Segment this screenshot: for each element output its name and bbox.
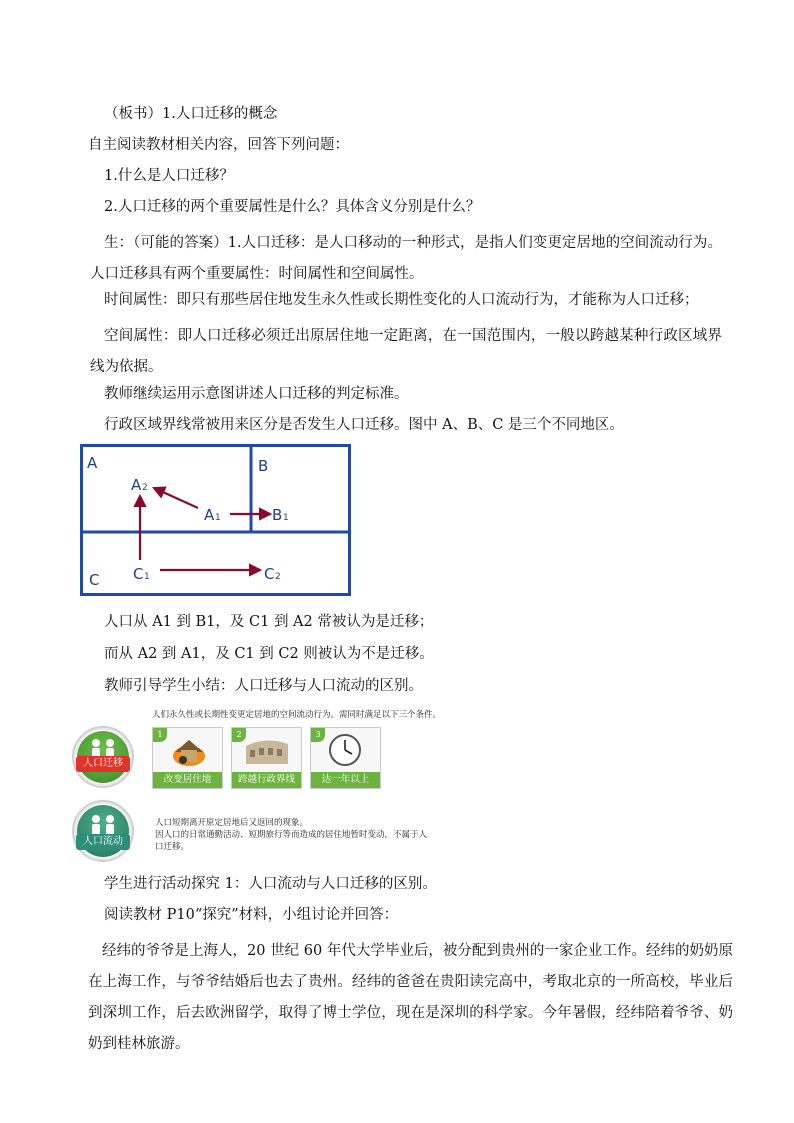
- region-label-b: B: [258, 457, 269, 475]
- question-2: 2.人口迁移的两个重要属性是什么？具体含义分别是什么？: [104, 199, 481, 215]
- paragraph-time-attribute: 时间属性：即只有那些居住地发生永久性或长期性变化的人口流动行为，才能称为人口迁移；: [104, 292, 699, 308]
- condition-label: 改变居住地: [153, 772, 222, 788]
- migration-definition: 人们永久性或长期性变更定居地的空间流动行为。需同时满足以下三个条件。: [152, 710, 442, 720]
- flow-note-line1: 因人口的日常通勤活动、短期旅行等而造成的居住地暂时变动，不属于人: [155, 830, 428, 840]
- condition-card-3: [310, 727, 381, 789]
- paragraph-boundary: 行政区域界线常被用来区分是否发生人口迁移。图中 A、B、C 是三个不同地区。: [104, 417, 624, 433]
- point-label-b1: B: [272, 506, 283, 524]
- flow-note-line2: 口迁移。: [155, 842, 190, 852]
- condition-label: 达一年以上: [311, 772, 380, 788]
- point-label-c1: C: [133, 565, 144, 583]
- region-label-c: C: [89, 571, 100, 589]
- condition-number: 1: [153, 728, 167, 742]
- paragraph-non-migration-cases: 而从 A2 到 A1，及 C1 到 C2 则被认为不是迁移。: [104, 646, 434, 662]
- flow-badge-label: 人口流动: [76, 834, 130, 850]
- migration-badge: [72, 726, 134, 788]
- point-label-c2: C: [264, 565, 275, 583]
- paragraph-board-title: （板书）1.人口迁移的概念: [104, 106, 278, 122]
- flow-definition: 人口短期离开原定居地后又返回的现象。: [155, 818, 309, 828]
- condition-card-2: [231, 727, 302, 789]
- region-label-a: A: [87, 454, 98, 472]
- paragraph-teacher-diagram: 教师继续运用示意图讲述人口迁移的判定标准。: [104, 386, 409, 402]
- paragraph-migration-cases: 人口从 A1 到 B1，及 C1 到 A2 常被认为是迁移；: [104, 614, 434, 630]
- point-sub-c2: 2: [275, 572, 281, 582]
- point-sub-a2: 2: [142, 483, 148, 493]
- paragraph-space-attribute: 空间属性：即人口迁移必须迁出原居住地一定距离，在一国范围内，一般以跨越某种行政区域界线为依据。: [90, 328, 722, 375]
- point-sub-b1: 1: [283, 513, 289, 523]
- flow-badge: [72, 800, 134, 862]
- point-sub-c1: 1: [144, 572, 150, 582]
- migration-badge-label: 人口迁移: [76, 756, 130, 772]
- paragraph-activity: 学生进行活动探究 1：人口流动与人口迁移的区别。: [104, 876, 437, 892]
- question-1: 1.什么是人口迁移？: [104, 168, 234, 184]
- paragraph-reading-task: 阅读教材 P10“探究”材料，小组讨论并回答：: [104, 907, 399, 923]
- arrow-a1-to-a2: [154, 488, 198, 508]
- paragraph-summary: 教师引导学生小结：人口迁移与人口流动的区别。: [104, 678, 423, 694]
- migration-diagram: [80, 444, 351, 596]
- condition-number: 3: [311, 728, 325, 742]
- paragraph-story: 经纬的爷爷是上海人，20 世纪 60 年代大学毕业后，被分配到贵州的一家企业工作。经纬的奶奶原在上海工作，与爷爷结婚后也去了贵州。经纬的爸爸在贵阳读完高中，考取北京的一所高校，毕业后到深圳工作，后去欧洲留学，取得了博士学位，现在是深圳的科学家。今年暑假，经纬陪着爷爷、奶奶到桂林旅游。: [88, 943, 733, 1052]
- point-label-a2: A: [131, 476, 142, 494]
- condition-label: 跨越行政界线: [232, 772, 301, 788]
- paragraph-answer: 生：（可能的答案）1.人口迁移：是人口移动的一种形式，是指人们变更定居地的空间流动行为。人口迁移具有两个重要属性：时间属性和空间属性。: [90, 235, 722, 282]
- point-sub-a1: 1: [215, 513, 221, 523]
- point-label-a1: A: [204, 506, 215, 524]
- condition-number: 2: [232, 728, 246, 742]
- paragraph-reading-intro: 自主阅读教材相关内容，回答下列问题：: [88, 137, 349, 153]
- condition-card-1: [152, 727, 223, 789]
